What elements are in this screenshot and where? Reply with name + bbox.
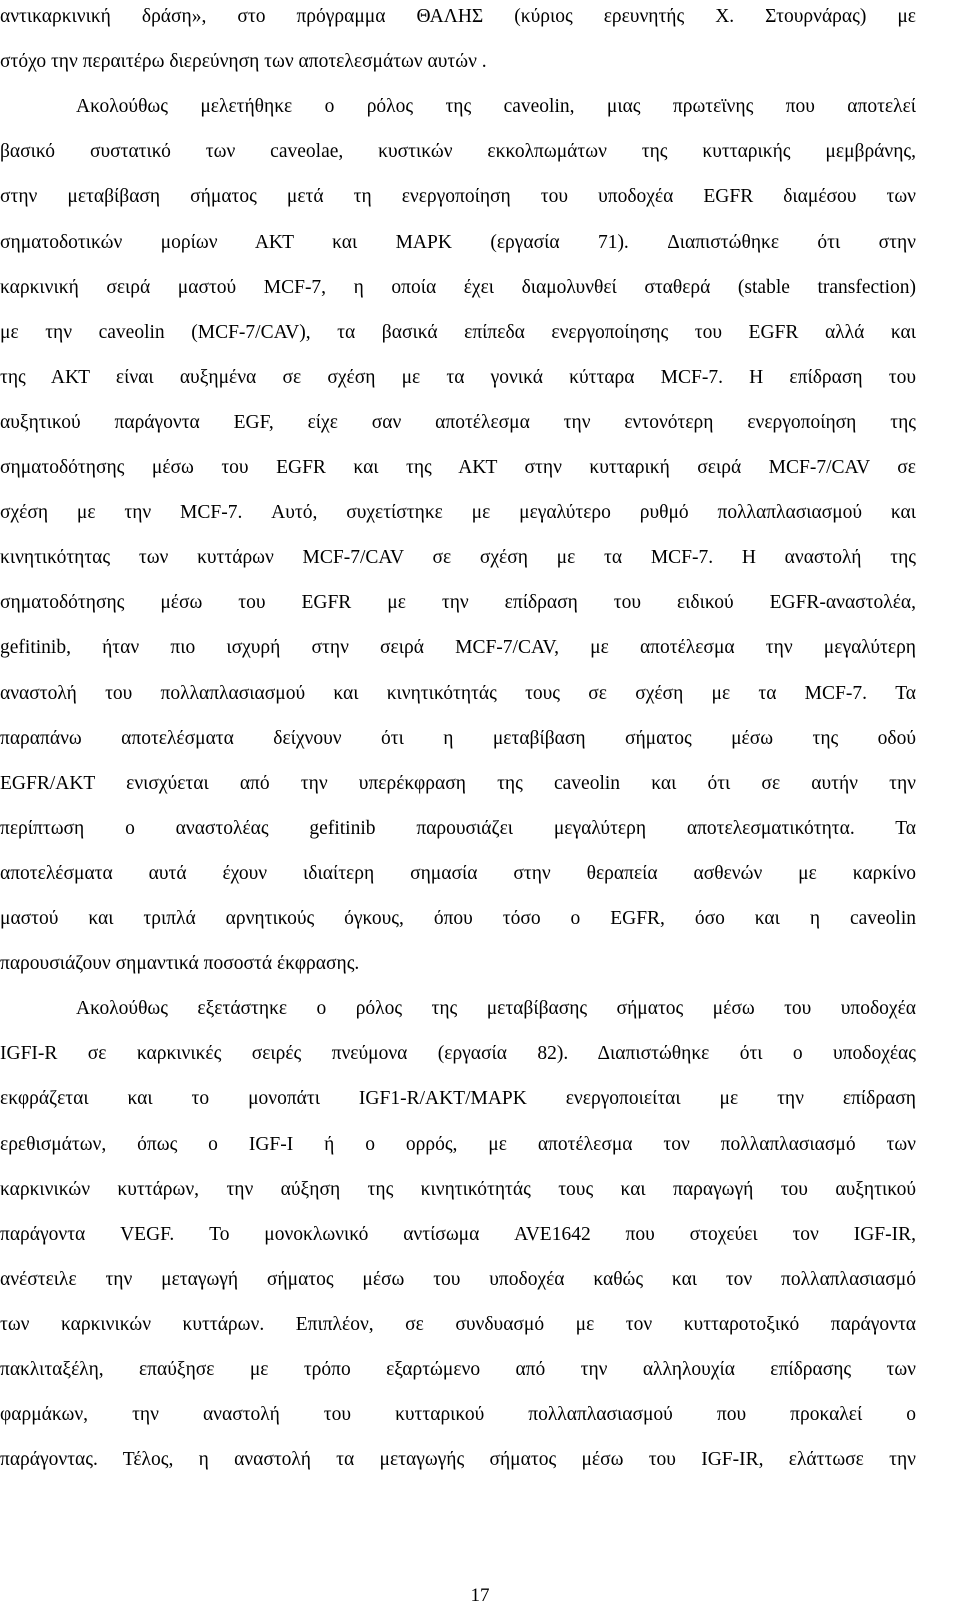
- text-line: σχέση με την MCF-7. Αυτό, συχετίστηκε με μεγαλύτερο ρυθμό πολλαπλασιασμού και: [0, 502, 916, 524]
- text-line: αντικαρκινική δράση», στο πρόγραμμα ΘΑΛΗΣ (κύριος ερευνητής Χ. Στουρνάρας) με: [0, 6, 916, 27]
- text-line: EGFR/AKT ενισχύεται από την υπερέκφραση της caveolin και ότι σε αυτήν την: [0, 772, 916, 794]
- paragraph-first-line: Ακολούθως μελετήθηκε ο ρόλος της caveolin, μιας πρωτεϊνης που αποτελεί: [76, 96, 916, 118]
- paragraph-first-line: Ακολούθως εξετάστηκε ο ρόλος της μεταβίβασης σήματος μέσω του υποδοχέα: [76, 998, 916, 1020]
- text-line: παράγοντας. Τέλος, η αναστολή τα μεταγωγής σήματος μέσω του IGF-IR, ελάττωσε την: [0, 1449, 916, 1471]
- text-line: παρουσιάζουν σημαντικά ποσοστά έκφρασης.: [0, 953, 360, 975]
- text-line: αυξητικού παράγοντα EGF, είχε σαν αποτέλεσμα την εντονότερη ενεργοποίηση της: [0, 411, 916, 433]
- text-line: φαρμάκων, την αναστολή του κυτταρικού πολλαπλασιασμού που προκαλεί ο: [0, 1404, 916, 1426]
- text-line: καρκινικών κυττάρων, την αύξηση της κινητικότητάς τους και παραγωγή του αυξητικού: [0, 1178, 916, 1200]
- text-line: με την caveolin (MCF-7/CAV), τα βασικά επίπεδα ενεργοποίησης του EGFR αλλά και: [0, 321, 916, 343]
- text-line: gefitinib, ήταν πιο ισχυρή στην σειρά MCF-7/CAV, με αποτέλεσμα την μεγαλύτερη: [0, 637, 916, 659]
- text-line: IGFI-R σε καρκινικές σειρές πνεύμονα (εργασία 82). Διαπιστώθηκε ότι ο υποδοχέας: [0, 1043, 916, 1065]
- text-line: σηματοδότησης μέσω του EGFR και της ΑΚΤ στην κυτταρική σειρά MCF-7/CAV σε: [0, 457, 916, 478]
- text-line: πακλιταξέλη, επαύξησε με τρόπο εξαρτώμενο από την αλληλουχία επίδρασης των: [0, 1359, 916, 1380]
- text-line: καρκινική σειρά μαστού MCF-7, η οποία έχει διαμολυνθεί σταθερά (stable transfection): [0, 276, 916, 298]
- text-line: μαστού και τριπλά αρνητικούς όγκους, όπου τόσο ο EGFR, όσο και η caveolin: [0, 908, 916, 929]
- text-line: αποτελέσματα αυτά έχουν ιδιαίτερη σημασία στην θεραπεία ασθενών με καρκίνο: [0, 862, 916, 884]
- text-line: βασικό συστατικό των caveolae, κυστικών εκκολπωμάτων της κυτταρικής μεμβράνης,: [0, 141, 916, 163]
- text-line: των καρκινικών κυττάρων. Επιπλέον, σε συνδυασμό με τον κυτταροτοξικό παράγοντα: [0, 1313, 916, 1335]
- text-line: σηματοδότησης μέσω του EGFR με την επίδραση του ειδικού EGFR-αναστολέα,: [0, 592, 916, 614]
- text-line: στην μεταβίβαση σήματος μετά τη ενεργοποίηση του υποδοχέα EGFR διαμέσου των: [0, 186, 916, 208]
- text-line: αναστολή του πολλαπλασιασμού και κινητικότητάς τους σε σχέση με τα MCF-7. Τα: [0, 682, 916, 704]
- text-line: περίπτωση ο αναστολέας gefitinib παρουσιάζει μεγαλύτερη αποτελεσματικότητα. Τα: [0, 817, 916, 839]
- text-line: σηματοδοτικών μορίων ΑΚΤ και MAPK (εργασία 71). Διαπιστώθηκε ότι στην: [0, 231, 916, 253]
- text-line: ερεθισμάτων, όπως ο IGF-I ή ο ορρός, με αποτέλεσμα τον πολλαπλασιασμό των: [0, 1133, 916, 1155]
- page-number: 17: [470, 1585, 490, 1606]
- text-line: στόχο την περαιτέρω διερεύνηση των αποτελεσμάτων αυτών .: [0, 51, 487, 73]
- text-line: κινητικότητας των κυττάρων MCF-7/CAV σε σχέση με τα MCF-7. Η αναστολή της: [0, 547, 916, 569]
- text-line: παράγοντα VEGF. Το μονοκλωνικό αντίσωμα AVE1642 που στοχεύει τον IGF-IR,: [0, 1223, 916, 1245]
- text-line: της ΑΚΤ είναι αυξημένα σε σχέση με τα γονικά κύτταρα MCF-7. Η επίδραση του: [0, 366, 916, 388]
- text-line: ανέστειλε την μεταγωγή σήματος μέσω του υποδοχέα καθώς και τον πολλαπλασιασμό: [0, 1268, 916, 1290]
- text-line: παραπάνω αποτελέσματα δείχνουν ότι η μεταβίβαση σήματος μέσω της οδού: [0, 727, 916, 749]
- text-line: εκφράζεται και το μονοπάτι IGF1-R/AKT/MAPK ενεργοποιείται με την επίδραση: [0, 1088, 916, 1110]
